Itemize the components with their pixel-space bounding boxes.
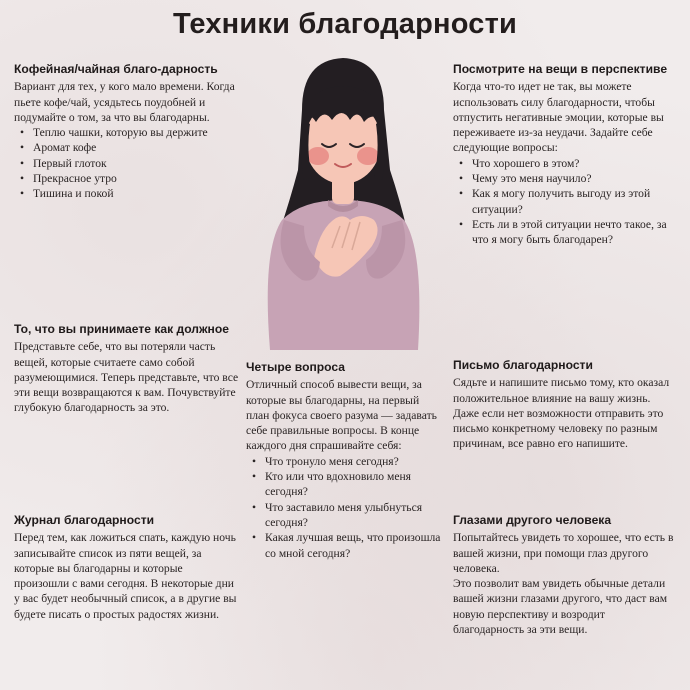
section-text: Вариант для тех, у кого мало времени. Когда пьете кофе/чай, усядьтесь поудобней и подумайте о том, за что вы благодарны. [14, 80, 235, 124]
page-title: Техники благодарности [172, 8, 518, 40]
left-cheek [307, 147, 329, 165]
list-item: • Чему это меня научило? [453, 171, 675, 186]
section-text: Попытайтесь увидеть то хорошее, что есть в вашей жизни, при помощи глаз другого человека. [453, 531, 674, 575]
list-item: • Есть ли в этой ситуации нечто такое, за что я могу быть благодарен? [453, 217, 675, 248]
section-other-eyes [453, 513, 675, 637]
section-heading: Глазами другого человека [453, 513, 612, 527]
bullet-list [14, 125, 240, 201]
section-text: Сядьте и напишите письмо тому, кто оказал положительное влияние на вашу жизнь. Даже если нет возможности отправить это письмо конкретному человеку по разным причинам, все равно его напишите. [453, 376, 670, 451]
list-item: • Какая лучшая вещь, что произошла со мной сегодня? [246, 530, 442, 561]
section-heading: Четыре вопроса [246, 360, 345, 374]
list-item: • Теплю чашки, которую вы держите [14, 125, 240, 140]
bullet-list [246, 454, 442, 561]
section-perspective [453, 62, 675, 248]
list-item: • Что заставило меня улыбнуться сегодня? [246, 500, 442, 531]
list-item: • Первый глоток [14, 156, 240, 171]
section-heading: Кофейная/чайная благо-дарность [14, 62, 218, 76]
bullet-list [453, 156, 675, 248]
section-four-questions [246, 360, 442, 561]
section-coffee-gratitude [14, 62, 240, 202]
list-item: • Аромат кофе [14, 140, 240, 155]
section-text: Перед тем, как ложиться спать, каждую ночь записывайте список из пяти вещей, за которые вы благодарны и которые произошли с вами сегодня. В некоторые дни у вас будет необычный список, а в другие вы будете писать о простых радостях жизни. [14, 531, 237, 621]
section-text: Это позволит вам увидеть обычные детали вашей жизни глазами другого, что даст вам новую перспективу и возродит благодарность за эти вещи. [453, 577, 668, 637]
list-item: • Как я могу получить выгоду из этой ситуации? [453, 186, 675, 217]
section-heading: Письмо благодарности [453, 358, 593, 372]
section-text: Отличный способ вывести вещи, за которые вы благодарны, на первый план фокуса своего разума — задавать себе правильные вопросы. В конце каждого дня спрашивайте себя: [246, 378, 437, 453]
section-text: Когда что-то идет не так, вы можете использовать силу благодарности, чтобы отпустить негативные эмоции, которые вы переживаете из-за неудачи. Задайте себе следующие вопросы: [453, 80, 664, 155]
list-item: • Кто или что вдохновило меня сегодня? [246, 469, 442, 500]
section-heading: Журнал благодарности [14, 513, 155, 527]
list-item: • Прекрасное утро [14, 171, 240, 186]
woman-illustration [232, 50, 454, 350]
list-item: • Что хорошего в этом? [453, 156, 675, 171]
section-heading: Посмотрите на вещи в перспективе [453, 62, 668, 76]
section-text: Представьте себе, что вы потеряли часть вещей, которые считаете само собой разумеющимися. Теперь представьте, что все эти вещи возвращаются к вам. Почувствуйте глубокую благодарность за это. [14, 340, 239, 415]
right-cheek [357, 147, 379, 165]
section-heading: То, что вы принимаете как должное [14, 322, 229, 336]
section-gratitude-letter [453, 358, 675, 452]
list-item: • Тишина и покой [14, 186, 240, 201]
section-taken-for-granted [14, 322, 240, 416]
list-item: • Что тронуло меня сегодня? [246, 454, 442, 469]
section-gratitude-journal [14, 513, 240, 622]
